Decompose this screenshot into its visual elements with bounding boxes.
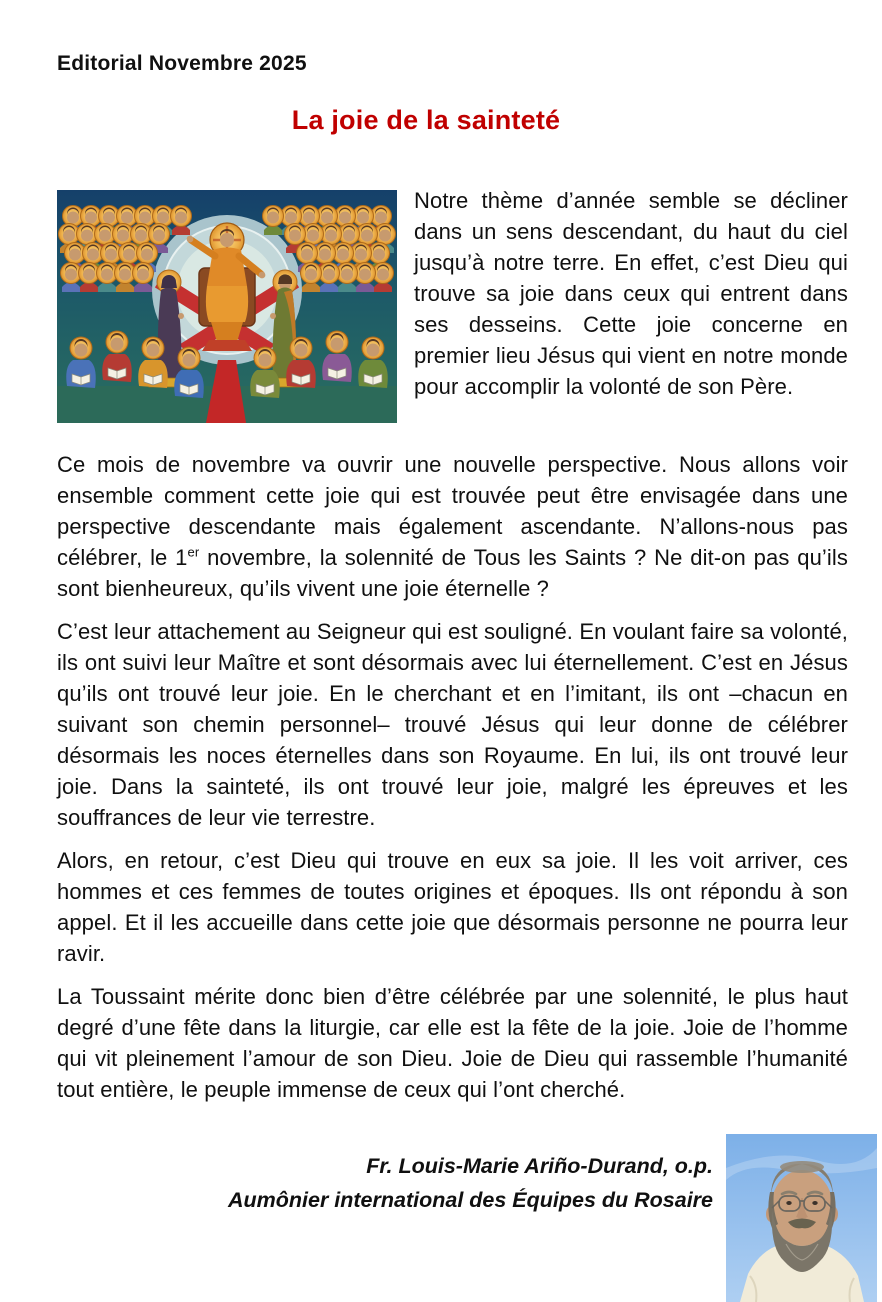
- all-saints-icon-image: [57, 190, 397, 423]
- body-paragraph-4: Alors, en retour, c’est Dieu qui trouve en eux sa joie. Il les voit arriver, ces hommes et ces femmes de toutes origines et époques. Ils ont répondu à son appel. Et il les accueille dans cette joie que désormais personne ne pourra leur ravir.: [57, 848, 848, 966]
- signature-author: Fr. Louis-Marie Ariño-Durand, o.p.: [366, 1154, 713, 1178]
- paragraph-2-text-post: novembre, la solennité de Tous les Saints ? Ne dit-on pas qu’ils sont bienheureux, qu’ils vivent une joie éternelle ?: [57, 545, 848, 601]
- ordinal-superscript: er: [187, 544, 200, 560]
- paragraph-2-text-pre: Ce mois de novembre va ouvrir une nouvelle perspective. Nous allons voir ensemble comment cette joie qui est trouvée peut être envisagée dans une perspective descendante mais également ascendante. N’allons-nous pas célébrer, le 1: [57, 452, 848, 570]
- body-paragraph-3: C’est leur attachement au Seigneur qui est souligné. En voulant faire sa volonté, ils ont suivi leur Maître et sont désormais avec lui éternellement. C’est en Jésus qu’ils ont trouvé leur joie. En le cherchant et en l’imitant, ils ont –chacun en suivant son chemin personnel– trouvé Jésus qui leur donne de célébrer désormais les noces éternelles dans son Royaume. En lui, ils ont trouvé leur joie. Dans la sainteté, ils ont trouvé leur joie, malgré les épreuves et les souffrances de leur vie terrestre.: [57, 619, 848, 830]
- lead-block: [57, 190, 848, 423]
- author-portrait-photo: [726, 1134, 877, 1302]
- page-title: La joie de la sainteté: [291, 105, 561, 135]
- lead-paragraph: Notre thème d’année semble se décliner dans un sens descendant, du haut du ciel jusqu’à notre terre. En effet, c’est Dieu qui trouve sa joie dans ceux qui entrent dans ses desseins. Cette joie concerne en premier lieu Jésus qui vient en notre monde pour accomplir la volonté de son Père.: [414, 188, 848, 399]
- article-body: [57, 190, 848, 1217]
- body-paragraph-2: [57, 449, 848, 604]
- signature-role: Aumônier international des Équipes du Rosaire: [227, 1188, 713, 1212]
- body-paragraph-5: La Toussaint mérite donc bien d’être célébrée par une solennité, le plus haut degré d’une fête dans la liturgie, car elle est la fête de la joie. Joie de l’homme qui vit pleinement l’amour de son Dieu. Joie de Dieu qui rassemble l’humanité tout entière, le peuple immense de ceux qui l’ont cherché.: [57, 984, 848, 1102]
- document-heading: Editorial Novembre 2025: [57, 52, 307, 75]
